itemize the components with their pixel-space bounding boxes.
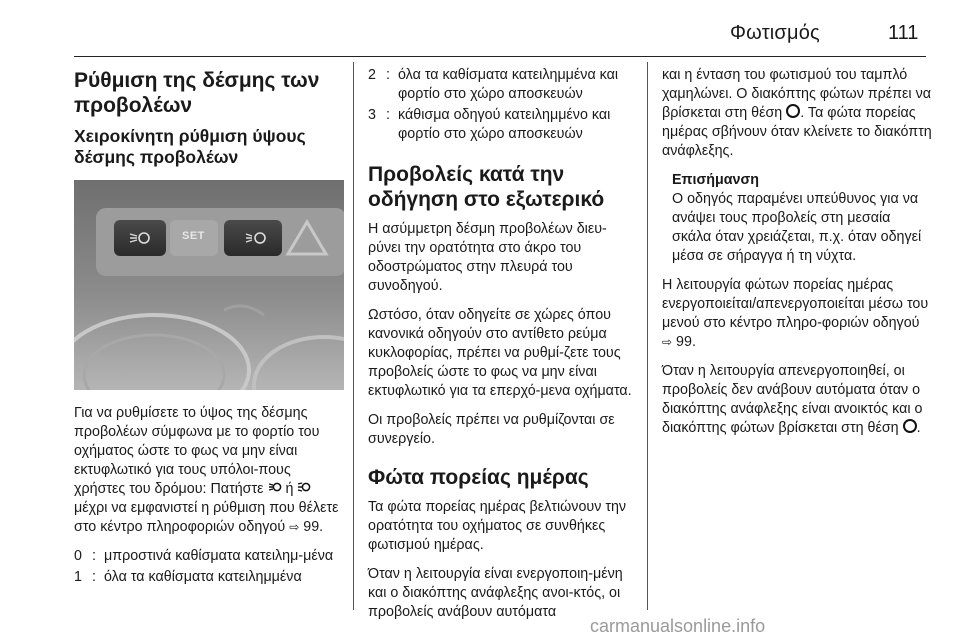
column-divider-2 <box>647 62 648 610</box>
paragraph: Η λειτουργία φώτων πορείας ημέρας ενεργοποιείται/απενεργοποιείται μέσω του μενού στο κέντρο πληρο-φοριών οδηγού ⇨ 99. <box>662 277 929 350</box>
column-divider-1 <box>353 62 354 610</box>
legend-item: 0 : μπροστινά καθίσματα κατειλημ-μένα <box>74 548 334 564</box>
page-reference-arrow-icon: ⇨ <box>289 520 300 534</box>
running-title: Φωτισμός <box>730 22 820 44</box>
section-heading-driving-abroad: Προβολείς κατά την οδήγηση στο εξωτερικό <box>368 163 605 211</box>
header-rule <box>74 56 926 57</box>
set-button-label: SET <box>182 230 205 242</box>
beam-adjust-instructions: Για να ρυθμίσετε το ύψος της δέσμης προβολέων σύμφωνα με το φορτίο του οχήματος ώστε το φως να μην είναι εκτυφλωτικό για τους υπόλοι-πους χρήστες του δρόμου: Πατήστε ή μέχρι να εμφανιστεί η ρύθμιση που θέλετε στο κέντρο πληροφοριών οδηγού ⇨ 99. <box>74 405 339 535</box>
light-switch-off-icon <box>786 104 800 118</box>
column-1 <box>74 62 344 642</box>
page-reference-link[interactable]: 99. <box>676 334 696 350</box>
subheading-manual-range: Χειροκίνητη ρύθμιση ύψους δέσμης προβολέων <box>74 126 306 167</box>
watermark: carmanualsonline.info <box>590 616 766 636</box>
note-box <box>662 171 932 266</box>
section-heading-beam-adjust: Ρύθμιση της δέσμης των προβολέων <box>74 69 320 117</box>
load-setting-legend <box>74 547 344 587</box>
paragraph: Όταν η λειτουργία απενεργοποιηθεί, οι προβολείς δεν ανάβουν αυτόματα όταν ο διακόπτης ανάφλεξης είναι ανοικτός και ο διακόπτης φώτων βρίσκεται στη θέση . <box>662 363 923 436</box>
light-switch-off-icon <box>903 419 917 433</box>
paragraph: Όταν η λειτουργία είναι ενεργοποιη-μένη και ο διακόπτης ανάφλεξης ανοι-κτός, οι προβολείς ανάβουν αυτόματα <box>368 566 623 620</box>
column-2 <box>368 62 638 642</box>
page-reference-arrow-icon: ⇨ <box>662 335 673 349</box>
load-setting-legend-continued <box>368 66 638 144</box>
legend-item: 1 : όλα τα καθίσματα κατειλημμένα <box>74 569 302 585</box>
note-text: Ο οδηγός παραμένει υπεύθυνος για να ανάψει τους προβολείς στη μεσαία σκάλα όταν χρειάζεται, π.χ. όταν οδηγεί μέσα σε σήραγγα ή τη νύχτα. <box>672 191 922 264</box>
paragraph: Ωστόσο, όταν οδηγείτε σε χώρες όπου κανονικά οδηγούν στο αντίθετο ρεύμα κυκλοφορίας, πρέπει να ρυθμί-ζετε τους προβολείς ώστε το φως να μην είναι εκτυφλωτικό για τα επερχό-μενα οχήματα. <box>368 307 632 399</box>
page-reference-link[interactable]: 99. <box>303 519 324 535</box>
paragraph: Οι προβολείς πρέπει να ρυθμίζονται σε συνεργείο. <box>368 412 615 447</box>
page-number: 111 <box>888 22 919 44</box>
paragraph: Τα φώτα πορείας ημέρας βελτιώνουν την ορατότητα του οχήματος σε συνθήκες φωτισμού ημέρας. <box>368 499 627 553</box>
column-3 <box>662 62 932 642</box>
headlight-control-photo <box>74 180 344 390</box>
legend-item: 2 : όλα τα καθίσματα κατειλημμένα και φορτίο στο χώρο αποσκευών <box>368 67 619 102</box>
legend-item: 3 : κάθισμα οδηγού κατειλημμένο και φορτίο στο χώρο αποσκευών <box>368 107 611 142</box>
note-title: Επισήμανση <box>672 172 759 188</box>
beam-down-icon <box>268 480 282 499</box>
beam-up-icon <box>297 480 311 499</box>
paragraph: Η ασύμμετρη δέσμη προβολέων διευ-ρύνει την ορατότητα στο άκρο του οδοστρώματος στην πλευρά του συνοδηγού. <box>368 221 607 294</box>
section-heading-daytime-running-lights: Φώτα πορείας ημέρας <box>368 466 589 489</box>
dashboard-buttons-illustration <box>74 180 344 390</box>
paragraph: και η ένταση του φωτισμού του ταμπλό χαμηλώνει. Ο διακόπτης φώτων πρέπει να βρίσκεται στη θέση . Τα φώτα πορείας ημέρας σβήνουν όταν κλείνετε το διακόπτη ανάφλεξης. <box>662 67 932 159</box>
